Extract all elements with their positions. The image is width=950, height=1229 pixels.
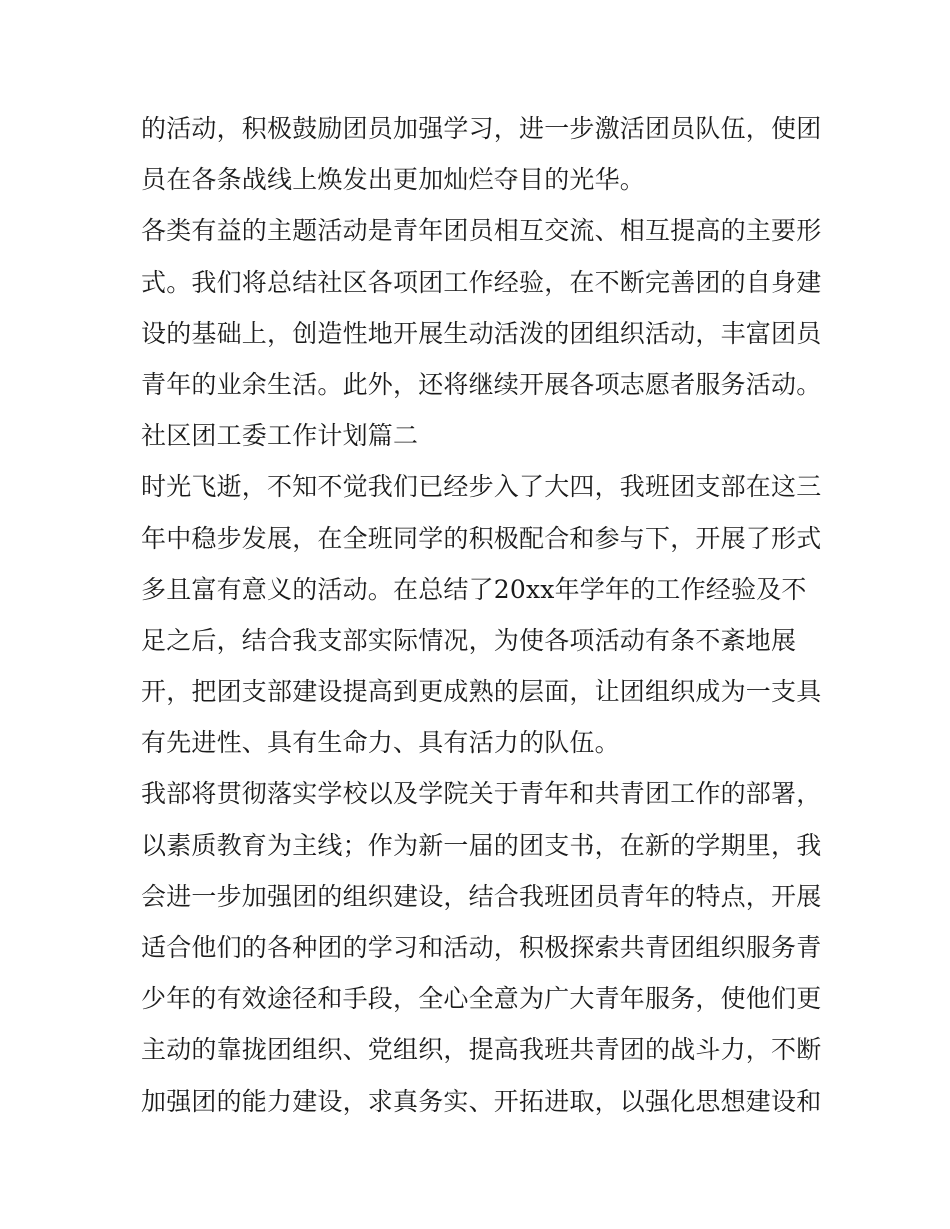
- text-line: 足之后，结合我支部实际情况，为使各项活动有条不紊地展: [141, 625, 797, 655]
- text-line: 式。我们将总结社区各项团工作经验，在不断完善团的自身建: [141, 267, 822, 297]
- text-line: 以素质教育为主线；作为新一届的团支书，在新的学期里，我: [141, 830, 822, 860]
- text-line: 设的基础上，创造性地开展生动活泼的团组织活动，丰富团员: [141, 318, 822, 348]
- text-line: 会进一步加强团的组织建设，结合我班团员青年的特点，开展: [141, 881, 822, 911]
- text-line: 加强团的能力建设，求真务实、开拓进取，以强化思想建设和: [141, 1086, 822, 1116]
- text-line: 少年的有效途径和手段，全心全意为广大青年服务，使他们更: [141, 984, 822, 1014]
- document-body: [141, 103, 821, 1127]
- text-line: 时光飞逝，不知不觉我们已经步入了大四，我班团支部在这三: [141, 472, 822, 502]
- text-line: 的活动，积极鼓励团员加强学习，进一步激活团员队伍，使团: [141, 114, 822, 143]
- text-line: 我部将贯彻落实学校以及学院关于青年和共青团工作的部署，: [141, 779, 822, 809]
- text-line: 适合他们的各种团的学习和活动，积极探索共青团组织服务青: [141, 933, 822, 962]
- text-line: 年中稳步发展，在全班同学的积极配合和参与下，开展了形式: [141, 523, 822, 553]
- text-line: 多且富有意义的活动。在总结了20xx年学年的工作经验及不: [141, 574, 807, 604]
- text-line: 有先进性、具有生命力、具有活力的队伍。: [141, 728, 620, 758]
- text-line: 青年的业余生活。此外，还将继续开展各项志愿者服务活动。: [141, 369, 822, 399]
- text-line: 员在各条战线上焕发出更加灿烂夺目的光华。: [141, 165, 646, 195]
- section-heading: 社区团工委工作计划篇二: [141, 421, 419, 451]
- text-line: 开，把团支部建设提高到更成熟的层面，让团组织成为一支具: [141, 677, 822, 707]
- text-line: 各类有益的主题活动是青年团员相互交流、相互提高的主要形: [141, 216, 822, 246]
- text-line: 主动的靠拢团组织、党组织，提高我班共青团的战斗力，不断: [141, 1035, 822, 1065]
